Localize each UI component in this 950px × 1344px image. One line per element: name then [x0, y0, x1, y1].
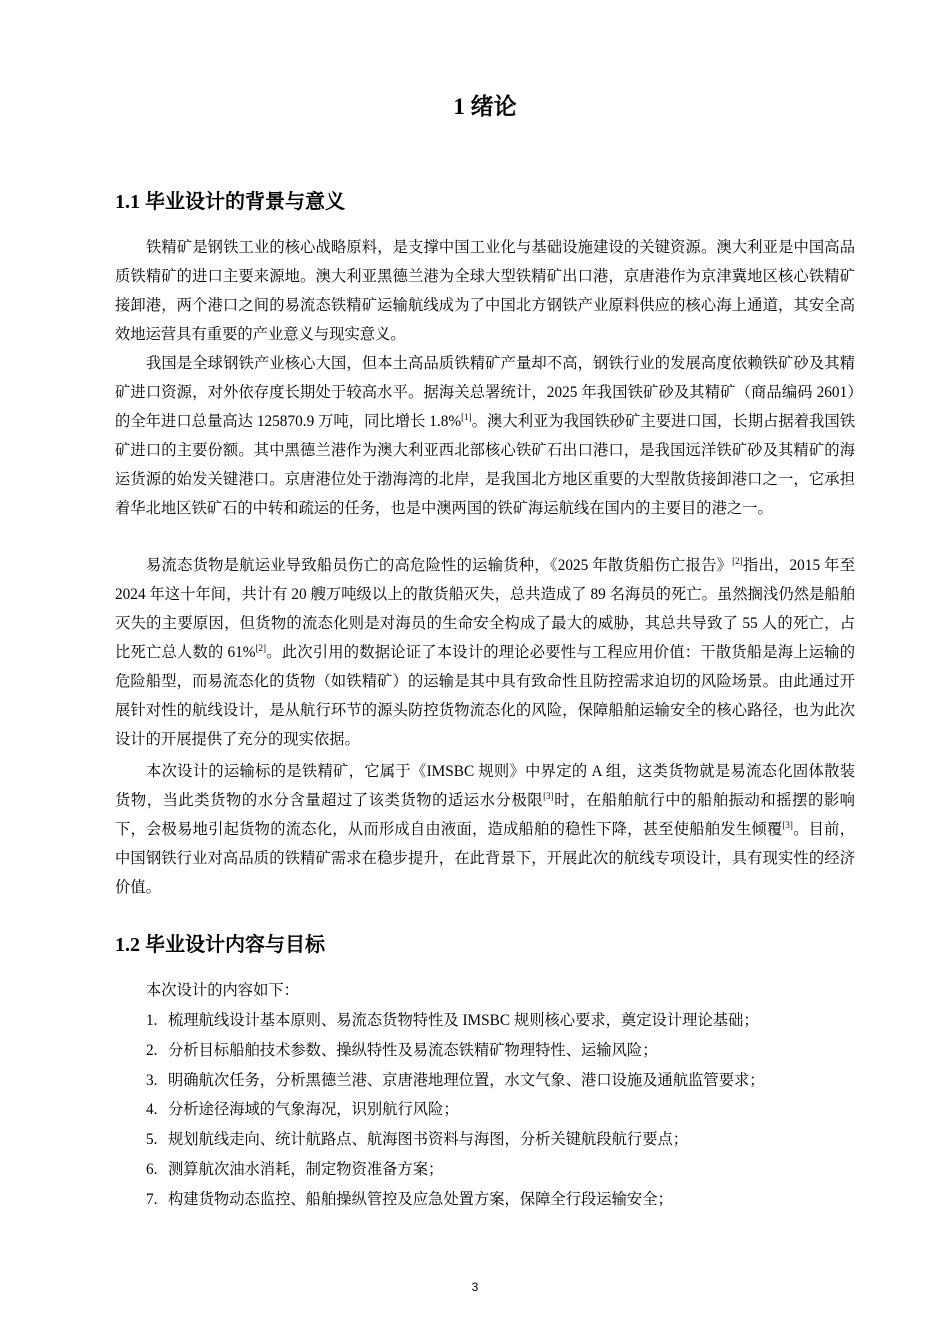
list-item-number: 6.	[146, 1160, 158, 1178]
list-item	[146, 1006, 856, 1036]
content-list	[146, 1006, 856, 1215]
citation-ref: [2]	[255, 643, 267, 653]
citation-ref: [3]	[782, 820, 793, 830]
paragraph-4-text-c: 。目前，中国钢铁行业对高品质的铁精矿需求在稳步提升，在此背景下，开展此次的航线专项设计，具有现实性的经济价值。	[115, 821, 855, 896]
paragraph-2-text-b: 。澳大利亚为我国铁砂矿主要进口国，长期占据着我国铁矿进口的主要份额。其中黑德兰港作为澳大利亚西北部核心铁矿石出口港口，是我国远洋铁矿砂及其精矿的海运货源的始发关键港口。京唐港位处于渤海湾的北岸，是我国北方地区重要的大型散货接卸港口之一，它承担着华北地区铁矿石的中转和疏运的任务，也是中澳两国的铁矿海运航线在国内的主要目的港之一。	[115, 413, 855, 517]
list-item-text: 测算航次油水消耗，制定物资准备方案；	[168, 1160, 444, 1178]
citation-ref: [2]	[732, 556, 743, 566]
list-item-number: 7.	[146, 1190, 158, 1208]
list-item-text: 分析目标船舶技术参数、操纵特性及易流态铁精矿物理特性、运输风险；	[168, 1041, 658, 1059]
list-item	[146, 1036, 856, 1066]
list-item-number: 2.	[146, 1041, 158, 1059]
paragraph-2	[115, 349, 855, 523]
paragraph-2-text-a: 我国是全球钢铁产业核心大国，但本土高品质铁精矿产量却不高，钢铁行业的发展高度依赖铁矿砂及其精矿进口资源，对外依存度长期处于较高水平。据海关总署统计，2025 年我国铁矿砂及其精矿（商品编码 2601）的全年进口总量高达 125870.9 万吨，同比增长 1.8%	[115, 355, 855, 430]
paragraph-1-text: 铁精矿是钢铁工业的核心战略原料，是支撑中国工业化与基础设施建设的关键资源。澳大利亚是中国高品质铁精矿的进口主要来源地。澳大利亚黑德兰港为全球大型铁精矿出口港，京唐港作为京津冀地区核心铁精矿接卸港，两个港口之间的易流态铁精矿运输航线成为了中国北方钢铁产业原料供应的核心海上通道，其安全高效地运营具有重要的产业意义与现实意义。	[115, 239, 855, 343]
paragraph-1	[115, 233, 855, 349]
list-item-text: 分析途径海域的气象海况，识别航行风险；	[168, 1101, 459, 1119]
paragraph-4	[115, 757, 855, 902]
section-heading-1-2: 1.2 毕业设计内容与目标	[115, 934, 325, 956]
list-item	[146, 1066, 856, 1096]
citation-ref: [3]	[543, 791, 554, 801]
paragraph-3-text-b: 指出，2015 年至 2024 年这十年间，共计有 20 艘万吨级以上的散货船灭失，总共造成了 89 名海员的死亡。虽然搁浅仍然是船舶灭失的主要原因，但货物的流态化则是对海员的生命安全构成了最大的威胁，其总共导致了 55 人的死亡，占比死亡总人数的 61%	[115, 557, 855, 661]
list-item	[146, 1185, 856, 1215]
list-item-number: 3.	[146, 1071, 158, 1089]
list-item-text: 梳理航线设计基本原则、易流态货物特性及 IMSBC 规则核心要求，奠定设计理论基础；	[168, 1012, 759, 1029]
list-item-number: 5.	[146, 1131, 158, 1149]
list-intro: 本次设计的内容如下：	[146, 982, 299, 999]
paragraph-4-text-b: 时，在船舶航行中的船舶振动和摇摆的影响下，会极易地引起货物的流态化，从而形成自由液面，造成船舶的稳性下降，甚至使船舶发生倾覆	[115, 792, 855, 838]
list-item-number: 4.	[146, 1101, 158, 1119]
list-item-number: 1.	[146, 1012, 158, 1029]
list-item	[146, 1095, 856, 1125]
page-number: 3	[471, 1280, 479, 1294]
chapter-title: 1 绪论	[453, 94, 517, 119]
list-item	[146, 1155, 856, 1185]
list-item-text: 构建货物动态监控、船舶操纵管控及应急处置方案，保障全行段运输安全；	[168, 1190, 673, 1208]
citation-ref: [1]	[461, 412, 472, 422]
paragraph-3-text-a: 易流态货物是航运业导致船员伤亡的高危险性的运输货种，《2025 年散货船伤亡报告》	[146, 557, 733, 574]
list-item	[146, 1125, 856, 1155]
paragraph-4-text-a: 本次设计的运输标的是铁精矿，它属于《IMSBC 规则》中界定的 A 组，这类货物就是易流态化固体散装货物，当此类货物的水分含量超过了该类货物的适运水分极限	[115, 763, 855, 809]
paragraph-3	[115, 551, 855, 754]
section-heading-1-1: 1.1 毕业设计的背景与意义	[115, 191, 345, 213]
paragraph-3-text-c: 。此次引用的数据论证了本设计的理论必要性与工程应用价值：干散货船是海上运输的危险船型，而易流态化的货物（如铁精矿）的运输是其中具有致命性且防控需求迫切的风险场景。由此通过开展针对性的航线设计，是从航行环节的源头防控货物流态化的风险，保障船舶运输安全的核心路径，也为此次设计的开展提供了充分的现实依据。	[115, 644, 855, 748]
list-item-text: 规划航线走向、统计航路点、航海图书资料与海图，分析关键航段航行要点；	[168, 1131, 689, 1149]
list-item-text: 明确航次任务，分析黑德兰港、京唐港地理位置，水文气象、港口设施及通航监管要求；	[168, 1071, 765, 1089]
